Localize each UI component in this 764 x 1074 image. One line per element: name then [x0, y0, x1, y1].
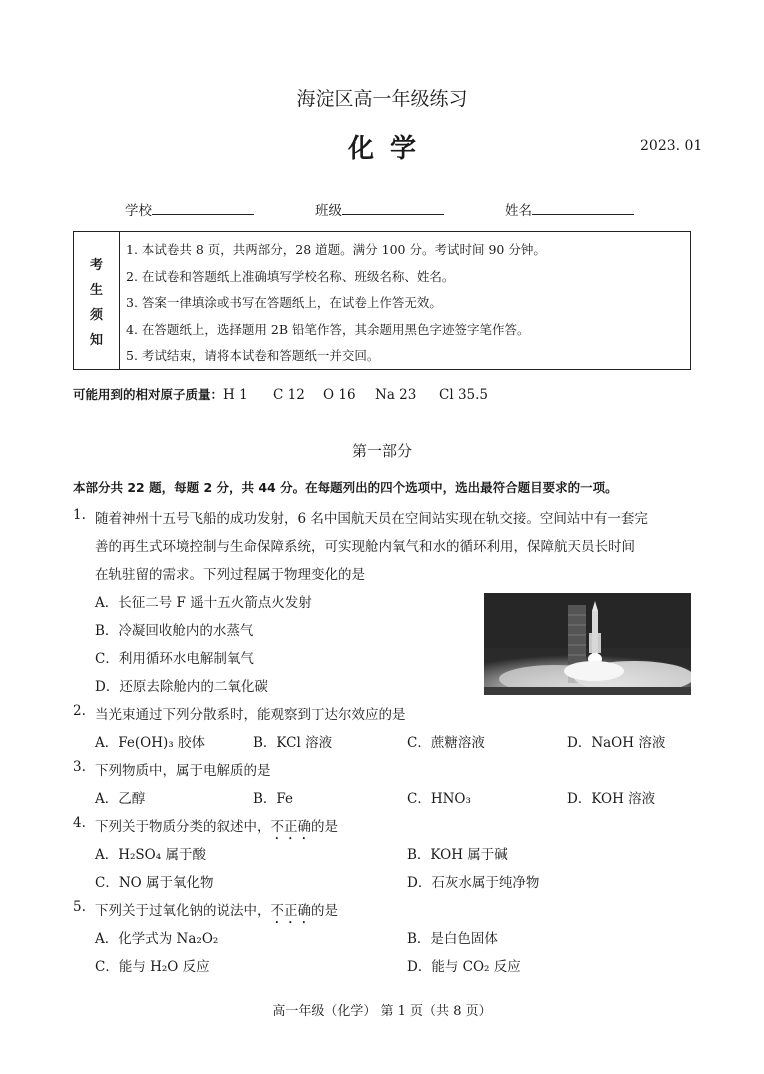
- atomic-mass-value: C 12: [273, 387, 305, 403]
- name-input-line[interactable]: [532, 199, 634, 215]
- atomic-mass-line: [73, 385, 488, 403]
- option[interactable]: A．Fe(OH)₃ 胶体: [95, 735, 205, 751]
- name-field: [505, 199, 634, 219]
- option[interactable]: D．还原去除舱内的二氧化碳: [95, 679, 268, 695]
- rocket-launch-photo: [484, 593, 691, 695]
- question-number: 2.: [73, 703, 86, 719]
- option[interactable]: C．HNO₃: [407, 791, 471, 807]
- notice-item: 4. 在答题纸上，选择题用 2B 铅笔作答，其余题用黑色字迹签字笔作答。: [126, 321, 530, 337]
- option[interactable]: A．化学式为 Na₂O₂: [95, 931, 219, 947]
- page-footer: 高一年级（化学） 第 1 页（共 8 页）: [272, 1004, 492, 1019]
- school-field: [125, 199, 254, 219]
- school-input-line[interactable]: [152, 199, 254, 215]
- school-label: 学校: [125, 203, 152, 219]
- question-stem-text: 的是: [311, 819, 338, 835]
- rocket-launch-image: [484, 593, 691, 695]
- question-number: 5.: [73, 899, 86, 915]
- exam-title: 海淀区高一年级练习: [296, 88, 468, 110]
- option[interactable]: B．KCl 溶液: [253, 735, 333, 751]
- atomic-mass-label: 可能用到的相对原子质量：: [73, 387, 224, 402]
- option[interactable]: A．H₂SO₄ 属于酸: [95, 847, 206, 863]
- class-input-line[interactable]: [342, 199, 444, 215]
- option[interactable]: D．能与 CO₂ 反应: [407, 959, 521, 975]
- option[interactable]: D．石灰水属于纯净物: [407, 875, 540, 891]
- option[interactable]: C．利用循环水电解制氧气: [95, 651, 254, 667]
- option[interactable]: C．蔗糖溶液: [407, 735, 485, 751]
- option[interactable]: B．KOH 属于碱: [407, 847, 508, 863]
- option[interactable]: C．NO 属于氧化物: [95, 875, 214, 891]
- notice-item: 2. 在试卷和答题纸上准确填写学校名称、班级名称、姓名。: [126, 268, 455, 284]
- question-number: 1.: [73, 507, 86, 523]
- name-label: 姓名: [505, 203, 532, 219]
- emphasized-negation: 不正确: [270, 819, 311, 835]
- notice-heading: [74, 232, 120, 369]
- option[interactable]: A．长征二号 F 遥十五火箭点火发射: [95, 595, 312, 611]
- question-number: 3.: [73, 759, 86, 775]
- question-stem-line: 善的再生式环境控制与生命保障系统，可实现舱内氧气和水的循环利用，保障航天员长时间: [95, 539, 635, 555]
- subject-title: 化学: [347, 134, 432, 164]
- notice-list: [126, 238, 546, 371]
- question-number: 4.: [73, 815, 86, 831]
- option[interactable]: B．Fe: [253, 791, 294, 807]
- option[interactable]: A．乙醇: [95, 791, 146, 807]
- option[interactable]: D．KOH 溶液: [567, 791, 656, 807]
- question-stem-line: 随着神州十五号飞船的成功发射，6 名中国航天员在空间站实现在轨交接。空间站中有一套完: [95, 511, 648, 527]
- notice-heading-char: 须: [89, 307, 103, 323]
- question-stem-line: 在轨驻留的需求。下列过程属于物理变化的是: [95, 567, 365, 583]
- question-stem-text: 下列关于物质分类的叙述中，: [95, 819, 271, 835]
- question-stem: [95, 815, 338, 843]
- option[interactable]: B．是白色固体: [407, 931, 498, 947]
- question-stem: 当光束通过下列分散系时，能观察到丁达尔效应的是: [95, 707, 406, 723]
- question-stem: 下列物质中，属于电解质的是: [95, 763, 271, 779]
- atomic-mass-value: H 1: [223, 387, 248, 403]
- option[interactable]: B．冷凝回收舱内的水蒸气: [95, 623, 254, 639]
- class-field: [315, 199, 444, 219]
- notice-heading-char: 考: [89, 257, 103, 273]
- part1-title: 第一部分: [351, 442, 412, 460]
- exam-date: 2023. 01: [640, 138, 703, 154]
- class-label: 班级: [315, 203, 342, 219]
- atomic-mass-value: O 16: [323, 387, 356, 403]
- notice-heading-char: 知: [89, 332, 103, 348]
- notice-item: 5. 考试结束，请将本试卷和答题纸一并交回。: [126, 348, 380, 364]
- notice-item: 3. 答案一律填涂或书写在答题纸上，在试卷上作答无效。: [126, 295, 442, 311]
- notice-heading-char: 生: [89, 282, 103, 298]
- notice-item: 1. 本试卷共 8 页，共两部分，28 道题。满分 100 分。考试时间 90 分钟。: [126, 242, 546, 257]
- question-stem: [95, 899, 338, 927]
- question-stem-text: 的是: [311, 903, 338, 919]
- question-stem-text: 下列关于过氧化钠的说法中，: [95, 903, 271, 919]
- option[interactable]: C．能与 H₂O 反应: [95, 959, 210, 975]
- atomic-mass-value: Cl 35.5: [439, 387, 489, 403]
- option[interactable]: D．NaOH 溶液: [567, 735, 666, 751]
- exam-notice-box: [73, 231, 691, 370]
- part1-instruction: 本部分共 22 题，每题 2 分，共 44 分。在每题列出的四个选项中，选出最符合题目要求的一项。: [73, 480, 618, 495]
- emphasized-negation: 不正确: [270, 903, 311, 919]
- atomic-mass-value: Na 23: [375, 387, 417, 403]
